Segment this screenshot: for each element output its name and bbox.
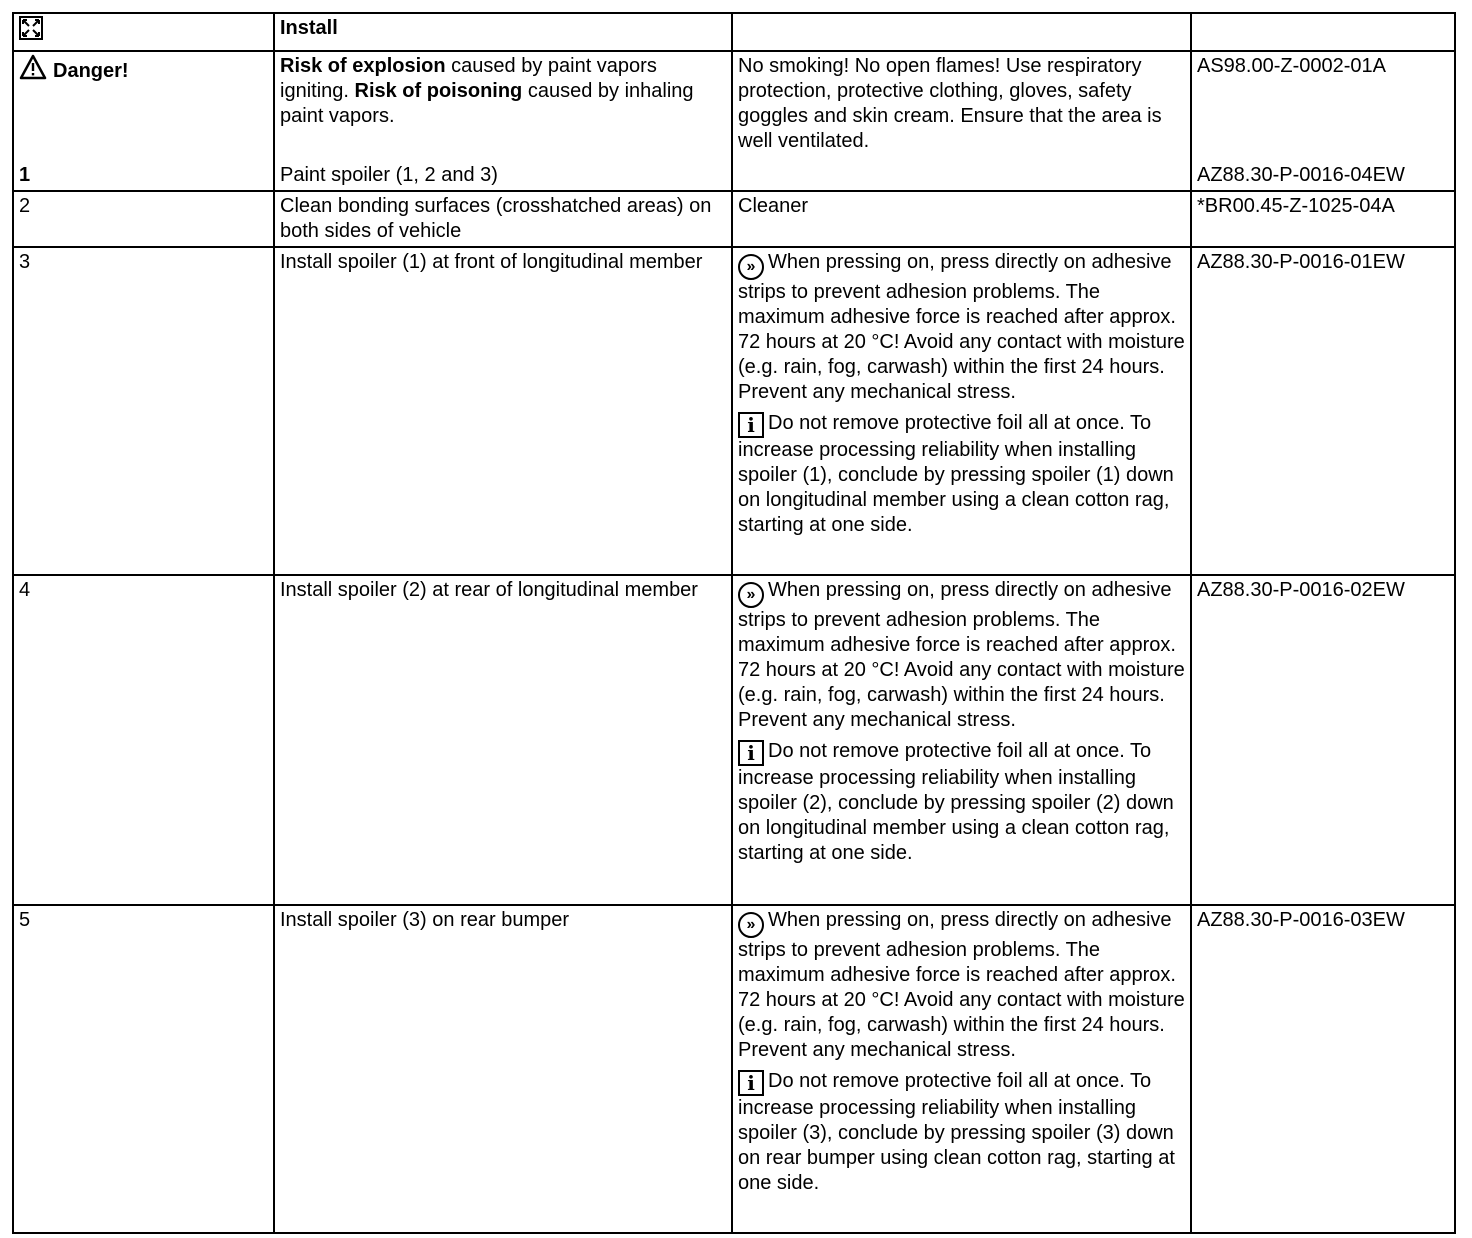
danger-measures-cell (732, 51, 1191, 191)
header-empty-cell-2 (1191, 13, 1455, 51)
danger-measures: No smoking! No open flames! Use respiratory protection, protective clothing, gloves, safety goggles and skin cream. Ensure that the area is well ventilated. (738, 55, 1162, 152)
step-note-2: Cleaner (732, 191, 1191, 247)
risk-explosion-label: Risk of explosion (280, 55, 446, 77)
risk-explosion-text: caused by paint vapors igniting. (280, 55, 657, 102)
step-action-1: Paint spoiler (1, 2 and 3) (280, 164, 498, 186)
danger-label: Danger! (53, 60, 129, 82)
danger-risk-cell (274, 51, 732, 191)
table-row-step-5 (13, 905, 1455, 1233)
step-number-4: 4 (13, 575, 274, 905)
step-notes-5 (732, 905, 1191, 1233)
header-empty-cell-1 (732, 13, 1191, 51)
table-row-step-3 (13, 247, 1455, 575)
danger-ref: AS98.00-Z-0002-01A (1197, 55, 1387, 77)
risk-poisoning-text: caused by inhaling paint vapors. (280, 80, 694, 127)
table-row-step-2 (13, 191, 1455, 247)
step-number-2: 2 (13, 191, 274, 247)
danger-ref-cell (1191, 51, 1455, 191)
risk-poisoning-label: Risk of poisoning (354, 80, 523, 102)
install-frame-icon (19, 16, 43, 40)
step-note-3-block (738, 250, 1190, 405)
step-note-3: When pressing on, press directly on adhesive strips to prevent adhesion problems. The maximum adhesive force is reached after approx. 72 hours at 20 °C! Avoid any contact with moisture (e.g. rain, fog, carwash) within the first 24 hours. Prevent any mechanical stress. (738, 251, 1185, 403)
step-notes-4 (732, 575, 1191, 905)
step-info-3-block (738, 411, 1190, 538)
danger-risk-text (280, 54, 731, 129)
step-action-5: Install spoiler (3) on rear bumper (274, 905, 732, 1233)
header-icon-cell (13, 13, 274, 51)
info-icon: i (738, 412, 764, 438)
warning-triangle-icon (19, 54, 47, 80)
step-note-5: When pressing on, press directly on adhesive strips to prevent adhesion problems. The maximum adhesive force is reached after approx. 72 hours at 20 °C! Avoid any contact with moisture (e.g. rain, fog, carwash) within the first 24 hours. Prevent any mechanical stress. (738, 909, 1185, 1061)
danger-label-cell (13, 51, 274, 191)
step-notes-3 (732, 247, 1191, 575)
step-action-4: Install spoiler (2) at rear of longitudinal member (274, 575, 732, 905)
step-ref-1: AZ88.30-P-0016-04EW (1197, 164, 1405, 186)
table-row-step-4 (13, 575, 1455, 905)
step-note-4-block (738, 578, 1190, 733)
step-info-3: Do not remove protective foil all at once. To increase processing reliability when installing spoiler (1), conclude by pressing spoiler (1) down on longitudinal member using a clean cotton rag, starting at one side. (738, 412, 1174, 536)
procedure-table (12, 12, 1456, 1234)
step-info-5: Do not remove protective foil all at once. To increase processing reliability when installing spoiler (3), conclude by pressing spoiler (3) down on rear bumper using clean cotton rag, starting at one side. (738, 1070, 1175, 1194)
step-ref-3: AZ88.30-P-0016-01EW (1191, 247, 1455, 575)
note-icon: » (738, 912, 764, 938)
step-action-2: Clean bonding surfaces (crosshatched areas) on both sides of vehicle (274, 191, 732, 247)
step-number-5: 5 (13, 905, 274, 1233)
info-icon: i (738, 740, 764, 766)
step-number-3: 3 (13, 247, 274, 575)
step-info-5-block (738, 1069, 1190, 1196)
step-number-1: 1 (19, 164, 31, 186)
step-ref-5: AZ88.30-P-0016-03EW (1191, 905, 1455, 1233)
note-icon: » (738, 254, 764, 280)
header-title: Install (274, 13, 732, 51)
note-icon: » (738, 582, 764, 608)
step-note-5-block (738, 908, 1190, 1063)
step-note-4: When pressing on, press directly on adhesive strips to prevent adhesion problems. The maximum adhesive force is reached after approx. 72 hours at 20 °C! Avoid any contact with moisture (e.g. rain, fog, carwash) within the first 24 hours. Prevent any mechanical stress. (738, 579, 1185, 731)
step-action-3: Install spoiler (1) at front of longitudinal member (274, 247, 732, 575)
step-ref-2: *BR00.45-Z-1025-04A (1191, 191, 1455, 247)
table-row-danger (13, 51, 1455, 191)
info-icon: i (738, 1070, 764, 1096)
danger-label-line (19, 54, 273, 84)
step-ref-4: AZ88.30-P-0016-02EW (1191, 575, 1455, 905)
step-info-4: Do not remove protective foil all at once. To increase processing reliability when installing spoiler (2), conclude by pressing spoiler (2) down on longitudinal member using a clean cotton rag, starting at one side. (738, 740, 1174, 864)
step-info-4-block (738, 739, 1190, 866)
table-header-row (13, 13, 1455, 51)
